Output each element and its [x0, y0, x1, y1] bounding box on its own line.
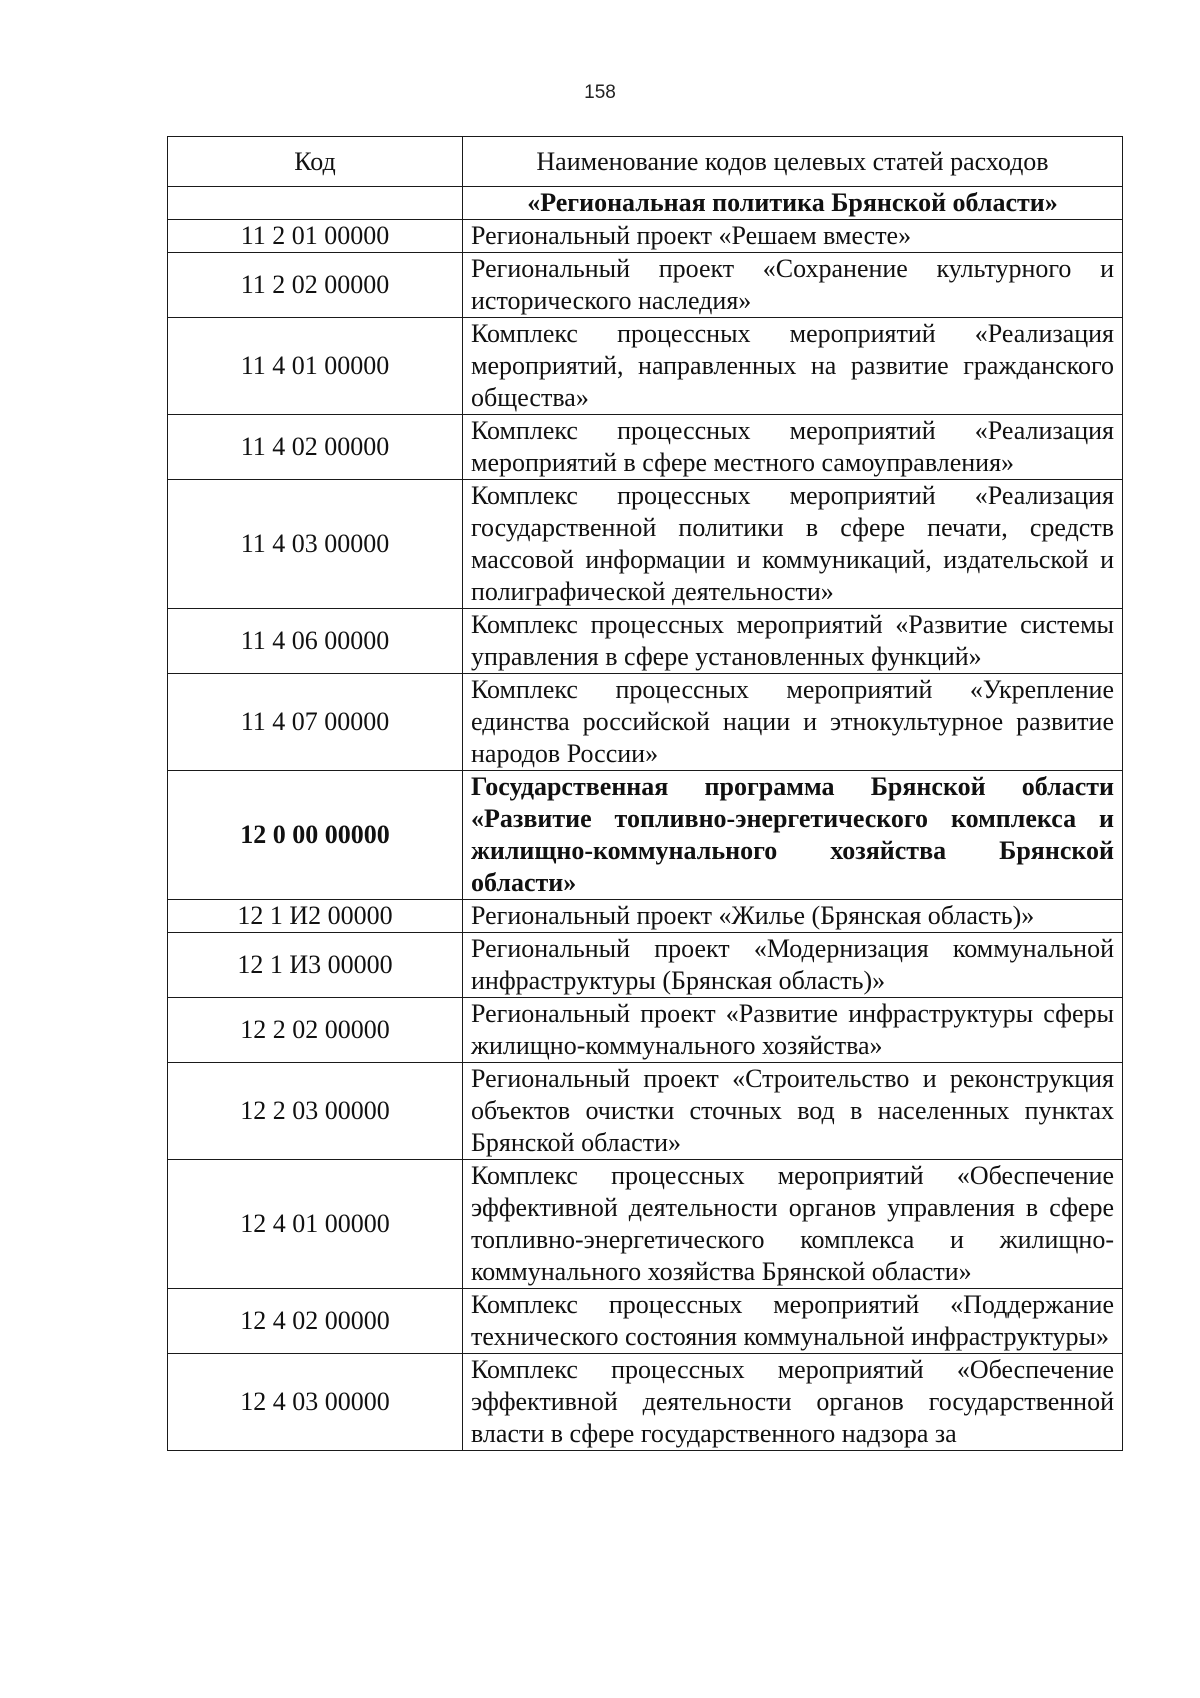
- code-cell: 11 4 02 00000: [168, 415, 463, 480]
- name-cell: Комплекс процессных мероприятий «Реализация мероприятий, направленных на развитие гражданского общества»: [463, 318, 1123, 415]
- table-row: [168, 771, 1123, 900]
- table-row: [168, 415, 1123, 480]
- code-cell: 12 4 01 00000: [168, 1160, 463, 1289]
- name-cell: Комплекс процессных мероприятий «Укрепление единства российской нации и этнокультурное развитие народов России»: [463, 674, 1123, 771]
- name-cell: Региональный проект «Решаем вместе»: [463, 220, 1123, 253]
- code-cell: [168, 187, 463, 220]
- table-row: [168, 998, 1123, 1063]
- name-cell: Региональный проект «Сохранение культурного и исторического наследия»: [463, 253, 1123, 318]
- expense-codes-table: [167, 136, 1123, 1451]
- name-cell: Государственная программа Брянской области «Развитие топливно-энергетического комплекса и жилищно-коммунального хозяйства Брянской области»: [463, 771, 1123, 900]
- code-cell: 12 4 03 00000: [168, 1354, 463, 1451]
- column-header-name: Наименование кодов целевых статей расходов: [463, 137, 1123, 187]
- code-cell: 12 4 02 00000: [168, 1289, 463, 1354]
- table-row: [168, 253, 1123, 318]
- code-cell: 12 0 00 00000: [168, 771, 463, 900]
- code-cell: 11 4 01 00000: [168, 318, 463, 415]
- code-cell: 12 2 02 00000: [168, 998, 463, 1063]
- table-row: [168, 480, 1123, 609]
- code-cell: 11 4 03 00000: [168, 480, 463, 609]
- name-cell: «Региональная политика Брянской области»: [463, 187, 1123, 220]
- code-cell: 11 4 07 00000: [168, 674, 463, 771]
- name-cell: Региональный проект «Развитие инфраструктуры сферы жилищно-коммунального хозяйства»: [463, 998, 1123, 1063]
- name-cell: Региональный проект «Модернизация коммунальной инфраструктуры (Брянская область)»: [463, 933, 1123, 998]
- name-cell: Комплекс процессных мероприятий «Развитие системы управления в сфере установленных функций»: [463, 609, 1123, 674]
- table-row: [168, 900, 1123, 933]
- name-cell: Региональный проект «Строительство и реконструкция объектов очистки сточных вод в населенных пунктах Брянской области»: [463, 1063, 1123, 1160]
- table-row: [168, 933, 1123, 998]
- name-cell: Комплекс процессных мероприятий «Поддержание технического состояния коммунальной инфраструктуры»: [463, 1289, 1123, 1354]
- code-cell: 11 2 01 00000: [168, 220, 463, 253]
- table-row: [168, 318, 1123, 415]
- code-cell: 12 1 И2 00000: [168, 900, 463, 933]
- code-cell: 11 2 02 00000: [168, 253, 463, 318]
- name-cell: Комплекс процессных мероприятий «Реализация мероприятий в сфере местного самоуправления»: [463, 415, 1123, 480]
- table-row: [168, 220, 1123, 253]
- name-cell: Комплекс процессных мероприятий «Обеспечение эффективной деятельности органов управления в сфере топливно-энергетического комплекса и жилищно-коммунального хозяйства Брянской области»: [463, 1160, 1123, 1289]
- name-cell: Региональный проект «Жилье (Брянская область)»: [463, 900, 1123, 933]
- table-header-row: [168, 137, 1123, 187]
- table-row: [168, 1160, 1123, 1289]
- table-row: [168, 674, 1123, 771]
- table-row: [168, 1063, 1123, 1160]
- column-header-code: Код: [168, 137, 463, 187]
- page-number: 158: [584, 82, 616, 103]
- table-row: [168, 187, 1123, 220]
- code-cell: 12 2 03 00000: [168, 1063, 463, 1160]
- table-body: [168, 187, 1123, 1451]
- table-row: [168, 1354, 1123, 1451]
- name-cell: Комплекс процессных мероприятий «Обеспечение эффективной деятельности органов государственной власти в сфере государственного надзора за: [463, 1354, 1123, 1451]
- code-cell: 11 4 06 00000: [168, 609, 463, 674]
- table-row: [168, 1289, 1123, 1354]
- code-cell: 12 1 И3 00000: [168, 933, 463, 998]
- table-row: [168, 609, 1123, 674]
- name-cell: Комплекс процессных мероприятий «Реализация государственной политики в сфере печати, средств массовой информации и коммуникаций, издательской и полиграфической деятельности»: [463, 480, 1123, 609]
